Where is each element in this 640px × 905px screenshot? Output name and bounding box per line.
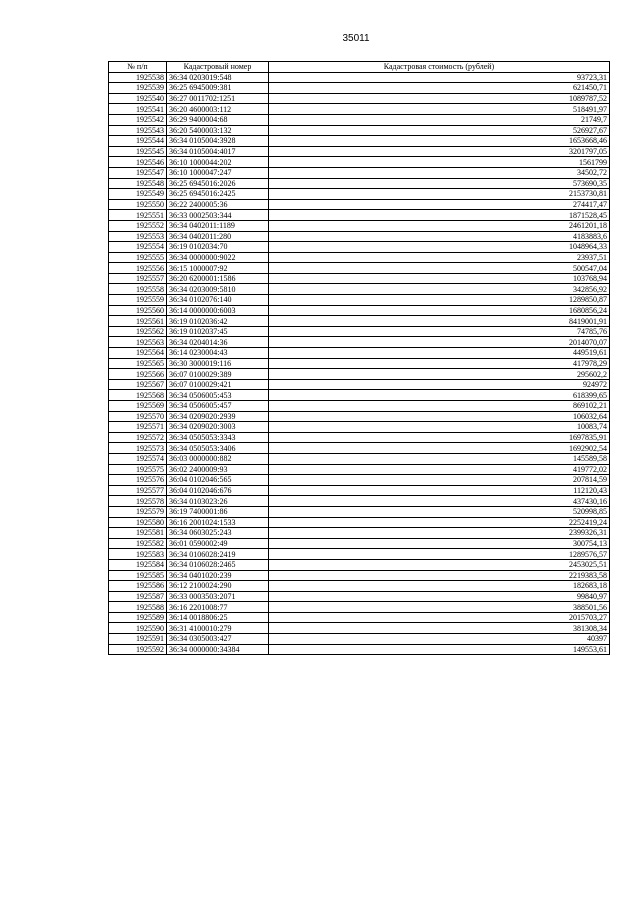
cadastral-value-cell: 1561799 [269,157,610,168]
cadastral-value-cell: 21749,7 [269,114,610,125]
cadastral-value-cell: 526927,67 [269,125,610,136]
cadastral-value-cell: 1653668,46 [269,136,610,147]
table-row [109,581,610,592]
table-row [109,369,610,380]
table-row [109,538,610,549]
row-number-cell: 1925587 [109,591,167,602]
row-number-cell: 1925542 [109,114,167,125]
cadastral-value-cell: 1048964,33 [269,242,610,253]
cadastral-number-cell: 36:14 0000000:6003 [167,305,269,316]
row-number-cell: 1925582 [109,538,167,549]
table-row [109,125,610,136]
cadastral-value-cell: 149553,61 [269,644,610,655]
row-number-cell: 1925589 [109,612,167,623]
row-number-cell: 1925584 [109,559,167,570]
row-number-cell: 1925540 [109,93,167,104]
table-header-row [109,62,610,73]
table-row [109,528,610,539]
cadastral-value-cell: 518491,97 [269,104,610,115]
table-row [109,443,610,454]
cadastral-value-cell: 1289576,57 [269,549,610,560]
cadastral-number-cell: 36:33 0003503:2071 [167,591,269,602]
cadastral-number-cell: 36:34 0106028:2465 [167,559,269,570]
cadastral-number-cell: 36:25 6945009:381 [167,83,269,94]
cadastral-value-cell: 2153730,81 [269,189,610,200]
cadastral-value-cell: 924972 [269,379,610,390]
cadastral-value-cell: 1692902,54 [269,443,610,454]
row-number-cell: 1925557 [109,273,167,284]
cadastral-number-cell: 36:34 0102076:140 [167,295,269,306]
cadastral-number-cell: 36:34 0105004:3928 [167,136,269,147]
table-row [109,231,610,242]
table-row [109,506,610,517]
cadastral-value-cell: 417978,29 [269,358,610,369]
cadastral-value-cell: 3201797,05 [269,146,610,157]
table-row [109,157,610,168]
table-row [109,136,610,147]
row-number-cell: 1925592 [109,644,167,655]
row-number-cell: 1925563 [109,337,167,348]
table-row [109,199,610,210]
column-header-cadastral-value: Кадастровая стоимость (рублей) [269,62,610,73]
table-row [109,114,610,125]
row-number-cell: 1925565 [109,358,167,369]
cadastral-value-cell: 182683,18 [269,581,610,592]
row-number-cell: 1925590 [109,623,167,634]
cadastral-number-cell: 36:19 7400001:86 [167,506,269,517]
row-number-cell: 1925572 [109,432,167,443]
cadastral-value-cell: 419772,02 [269,464,610,475]
cadastral-number-cell: 36:34 0505053:3343 [167,432,269,443]
cadastral-number-cell: 36:34 0209020:2939 [167,411,269,422]
cadastral-value-cell: 2252419,24 [269,517,610,528]
row-number-cell: 1925588 [109,602,167,613]
cadastral-number-cell: 36:34 0203019:548 [167,72,269,83]
cadastral-value-cell: 618399,65 [269,390,610,401]
row-number-cell: 1925554 [109,242,167,253]
cadastral-value-cell: 103768,94 [269,273,610,284]
table-row [109,432,610,443]
cadastral-value-cell: 40397 [269,634,610,645]
table-row [109,242,610,253]
row-number-cell: 1925580 [109,517,167,528]
cadastral-number-cell: 36:19 0102037:45 [167,326,269,337]
row-number-cell: 1925575 [109,464,167,475]
cadastral-value-cell: 520998,85 [269,506,610,517]
table-row [109,453,610,464]
row-number-cell: 1925591 [109,634,167,645]
table-row [109,252,610,263]
cadastral-value-cell: 2219383,58 [269,570,610,581]
table-row [109,623,610,634]
cadastral-number-cell: 36:20 4600003:112 [167,104,269,115]
table-row [109,316,610,327]
cadastral-value-cell: 1697835,91 [269,432,610,443]
cadastral-number-cell: 36:34 0506005:457 [167,401,269,412]
cadastral-value-cell: 295602,2 [269,369,610,380]
cadastral-number-cell: 36:14 0018806:25 [167,612,269,623]
table-row [109,72,610,83]
cadastral-value-cell: 106032,64 [269,411,610,422]
cadastral-number-cell: 36:27 0011702:1251 [167,93,269,104]
cadastral-value-cell: 449519,61 [269,348,610,359]
cadastral-value-cell: 207814,59 [269,475,610,486]
cadastral-number-cell: 36:16 2201008:77 [167,602,269,613]
cadastral-number-cell: 36:34 0603025:243 [167,528,269,539]
cadastral-number-cell: 36:34 0402011:280 [167,231,269,242]
table-row [109,485,610,496]
table-row [109,464,610,475]
cadastral-value-cell: 300754,13 [269,538,610,549]
cadastral-value-cell: 23937,51 [269,252,610,263]
cadastral-value-cell: 10083,74 [269,422,610,433]
cadastral-number-cell: 36:22 2400005:36 [167,199,269,210]
table-row [109,83,610,94]
cadastral-number-cell: 36:10 1000047:247 [167,167,269,178]
cadastral-value-cell: 93723,31 [269,72,610,83]
cadastral-value-cell: 342856,92 [269,284,610,295]
cadastral-value-cell: 74785,76 [269,326,610,337]
cadastral-number-cell: 36:34 0106028:2419 [167,549,269,560]
cadastral-value-cell: 381308,34 [269,623,610,634]
table-row [109,348,610,359]
table-row [109,591,610,602]
cadastral-value-cell: 112120,43 [269,485,610,496]
table-row [109,634,610,645]
table-row [109,411,610,422]
table-row [109,295,610,306]
cadastral-value-cell: 2461201,18 [269,220,610,231]
row-number-cell: 1925581 [109,528,167,539]
row-number-cell: 1925550 [109,199,167,210]
row-number-cell: 1925567 [109,379,167,390]
table-row [109,390,610,401]
table-row [109,263,610,274]
row-number-cell: 1925573 [109,443,167,454]
cadastral-value-cell: 145589,58 [269,453,610,464]
cadastral-value-cell: 2399326,31 [269,528,610,539]
row-number-cell: 1925549 [109,189,167,200]
cadastral-value-cell: 4183883,6 [269,231,610,242]
table-row [109,178,610,189]
table-row [109,602,610,613]
row-number-cell: 1925579 [109,506,167,517]
cadastral-value-cell: 1089787,52 [269,93,610,104]
cadastral-number-cell: 36:04 0102046:565 [167,475,269,486]
cadastral-number-cell: 36:19 0102036:42 [167,316,269,327]
cadastral-value-cell: 437430,16 [269,496,610,507]
cadastral-number-cell: 36:12 2100024:290 [167,581,269,592]
row-number-cell: 1925539 [109,83,167,94]
cadastral-number-cell: 36:10 1000044:202 [167,157,269,168]
row-number-cell: 1925556 [109,263,167,274]
table-row [109,379,610,390]
table-row [109,517,610,528]
table-row [109,220,610,231]
row-number-cell: 1925544 [109,136,167,147]
cadastral-number-cell: 36:25 6945016:2026 [167,178,269,189]
cadastral-number-cell: 36:34 0402011:1189 [167,220,269,231]
cadastral-value-cell: 2453025,51 [269,559,610,570]
row-number-cell: 1925576 [109,475,167,486]
row-number-cell: 1925562 [109,326,167,337]
table-row [109,210,610,221]
table-row [109,358,610,369]
cadastral-number-cell: 36:33 0002503:344 [167,210,269,221]
cadastral-number-cell: 36:14 0230004:43 [167,348,269,359]
row-number-cell: 1925560 [109,305,167,316]
row-number-cell: 1925551 [109,210,167,221]
table-row [109,422,610,433]
row-number-cell: 1925538 [109,72,167,83]
cadastral-number-cell: 36:34 0505053:3406 [167,443,269,454]
column-header-number: № п/п [109,62,167,73]
cadastral-number-cell: 36:20 6200001:1586 [167,273,269,284]
table-row [109,167,610,178]
cadastral-number-cell: 36:34 0305003:427 [167,634,269,645]
cadastral-value-cell: 621450,71 [269,83,610,94]
cadastral-number-cell: 36:34 0103023:26 [167,496,269,507]
cadastral-number-cell: 36:16 2001024:1533 [167,517,269,528]
cadastral-number-cell: 36:04 0102046:676 [167,485,269,496]
table-row [109,146,610,157]
table-row [109,326,610,337]
cadastral-number-cell: 36:02 2400009:93 [167,464,269,475]
table-row [109,273,610,284]
row-number-cell: 1925553 [109,231,167,242]
table-row [109,189,610,200]
table-row [109,559,610,570]
cadastral-number-cell: 36:34 0401020:239 [167,570,269,581]
cadastral-number-cell: 36:34 0506005:453 [167,390,269,401]
cadastral-value-cell: 500547,04 [269,263,610,274]
cadastral-value-cell: 34502,72 [269,167,610,178]
cadastral-value-cell: 99840,97 [269,591,610,602]
row-number-cell: 1925569 [109,401,167,412]
cadastral-number-cell: 36:34 0209020:3003 [167,422,269,433]
row-number-cell: 1925559 [109,295,167,306]
row-number-cell: 1925583 [109,549,167,560]
row-number-cell: 1925541 [109,104,167,115]
cadastral-value-cell: 1289850,87 [269,295,610,306]
cadastral-number-cell: 36:25 6945016:2425 [167,189,269,200]
cadastral-number-cell: 36:34 0105004:4017 [167,146,269,157]
row-number-cell: 1925545 [109,146,167,157]
row-number-cell: 1925578 [109,496,167,507]
row-number-cell: 1925571 [109,422,167,433]
row-number-cell: 1925564 [109,348,167,359]
cadastral-value-cell: 573690,35 [269,178,610,189]
row-number-cell: 1925570 [109,411,167,422]
table-row [109,104,610,115]
row-number-cell: 1925543 [109,125,167,136]
cadastral-value-cell: 8419001,91 [269,316,610,327]
cadastral-value-cell: 2015703,27 [269,612,610,623]
table-row [109,284,610,295]
table-row [109,612,610,623]
table-row [109,305,610,316]
row-number-cell: 1925561 [109,316,167,327]
cadastral-number-cell: 36:34 0204014:36 [167,337,269,348]
table-row [109,496,610,507]
cadastral-value-cell: 388501,56 [269,602,610,613]
cadastral-number-cell: 36:07 0100029:389 [167,369,269,380]
table-row [109,644,610,655]
cadastral-number-cell: 36:07 0100029:421 [167,379,269,390]
table-row [109,549,610,560]
table-row [109,570,610,581]
cadastral-number-cell: 36:34 0000000:9022 [167,252,269,263]
row-number-cell: 1925574 [109,453,167,464]
table-row [109,475,610,486]
cadastral-value-table [108,61,610,655]
row-number-cell: 1925548 [109,178,167,189]
row-number-cell: 1925552 [109,220,167,231]
cadastral-value-cell: 869102,21 [269,401,610,412]
row-number-cell: 1925547 [109,167,167,178]
cadastral-number-cell: 36:01 0590002:49 [167,538,269,549]
cadastral-number-cell: 36:30 3000019:116 [167,358,269,369]
cadastral-value-cell: 274417,47 [269,199,610,210]
row-number-cell: 1925585 [109,570,167,581]
row-number-cell: 1925577 [109,485,167,496]
cadastral-number-cell: 36:34 0000000:34384 [167,644,269,655]
cadastral-number-cell: 36:31 4100010:279 [167,623,269,634]
table-row [109,401,610,412]
column-header-cadastral-number: Кадастровый номер [167,62,269,73]
cadastral-number-cell: 36:20 5400003:132 [167,125,269,136]
cadastral-value-cell: 2014070,07 [269,337,610,348]
row-number-cell: 1925586 [109,581,167,592]
cadastral-value-cell: 1680856,24 [269,305,610,316]
table-row [109,93,610,104]
row-number-cell: 1925558 [109,284,167,295]
cadastral-number-cell: 36:19 0102034:70 [167,242,269,253]
page-number: 35011 [342,33,370,44]
row-number-cell: 1925568 [109,390,167,401]
table-row [109,337,610,348]
cadastral-value-cell: 1871528,45 [269,210,610,221]
cadastral-number-cell: 36:03 0000000:882 [167,453,269,464]
row-number-cell: 1925546 [109,157,167,168]
table-body [109,72,610,655]
cadastral-number-cell: 36:29 9400004:68 [167,114,269,125]
row-number-cell: 1925555 [109,252,167,263]
cadastral-number-cell: 36:34 0203009:5810 [167,284,269,295]
row-number-cell: 1925566 [109,369,167,380]
cadastral-number-cell: 36:15 1000007:92 [167,263,269,274]
